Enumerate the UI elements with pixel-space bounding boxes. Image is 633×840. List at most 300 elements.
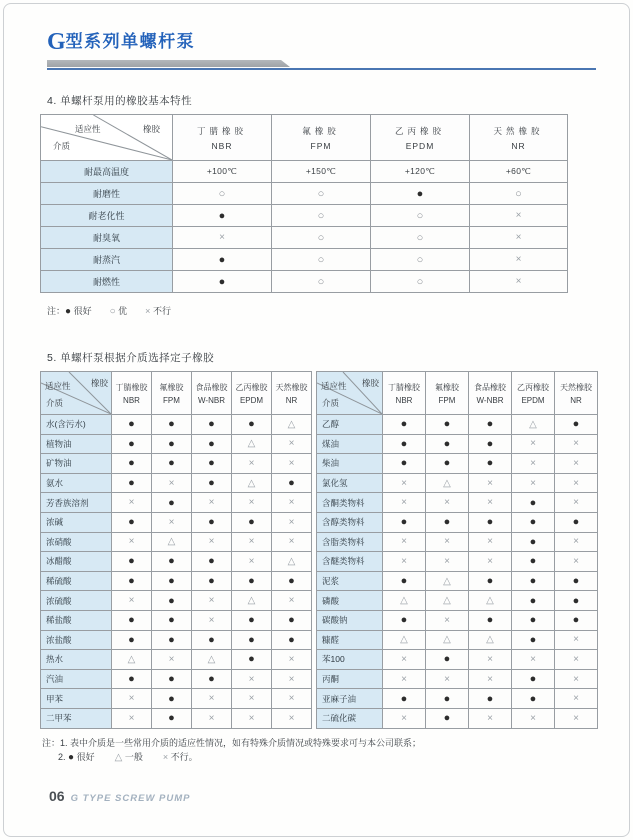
table2-notes [42, 737, 595, 766]
compatibility-cell: △ [192, 650, 232, 670]
table-row [41, 650, 312, 670]
compatibility-cell: ● [152, 493, 192, 513]
compatibility-cell: ● [272, 571, 312, 591]
compatibility-cell: ● [152, 689, 192, 709]
row-label: 糠醛 [317, 630, 383, 650]
compatibility-cell: ● [469, 454, 512, 474]
legend-good-symbol: ○ [109, 306, 116, 317]
compatibility-cell: ● [112, 669, 152, 689]
compatibility-cell: ● [469, 571, 512, 591]
compatibility-cell: × [232, 454, 272, 474]
compatibility-cell: △ [426, 473, 469, 493]
compatibility-cell: ● [383, 434, 426, 454]
rubber-code: EPDM [239, 395, 264, 405]
corner-label-medium: 介质 [322, 398, 340, 408]
legend-best-symbol: ● [65, 306, 72, 317]
row-label: 矿物油 [41, 454, 112, 474]
table-row [317, 552, 598, 572]
note2-bad-label: 不行。 [170, 752, 198, 763]
compatibility-cell: ● [512, 571, 555, 591]
table-row [317, 591, 598, 611]
compatibility-cell: ○ [272, 271, 371, 293]
compatibility-cell: ● [112, 454, 152, 474]
compatibility-cell: × [232, 532, 272, 552]
table-row [317, 610, 598, 630]
rubber-code: NR [285, 395, 298, 405]
compatibility-cell: +60℃ [470, 161, 568, 183]
compatibility-cell: × [232, 708, 272, 728]
rubber-name: 乙丙橡胶 [235, 382, 268, 392]
row-label: 亚麻子油 [317, 689, 383, 709]
compatibility-cell: × [426, 493, 469, 513]
compatibility-cell: ● [232, 610, 272, 630]
compatibility-cell: × [232, 493, 272, 513]
compatibility-cell: × [470, 205, 568, 227]
compatibility-cell: △ [426, 571, 469, 591]
compatibility-cell: ● [383, 610, 426, 630]
compatibility-cell: ● [152, 552, 192, 572]
compatibility-cell: × [555, 650, 598, 670]
compatibility-cell: × [512, 454, 555, 474]
compatibility-cell: × [469, 669, 512, 689]
note2-fair-symbol: △ [114, 752, 123, 764]
compatibility-cell: ● [152, 610, 192, 630]
corner-label-medium: 介质 [46, 398, 64, 408]
row-label: 耐燃性 [41, 271, 173, 293]
compatibility-cell: ● [112, 434, 152, 454]
compatibility-cell: ● [232, 630, 272, 650]
legend-best-label: 很好 [73, 306, 92, 316]
table-row [41, 610, 312, 630]
compatibility-cell: × [192, 689, 232, 709]
compatibility-cell: × [272, 650, 312, 670]
compatibility-cell: △ [112, 650, 152, 670]
stator-rubber-selection-table-left [40, 371, 312, 729]
diagonal-corner-cell [41, 115, 173, 161]
footer-brand-text: G TYPE SCREW PUMP [70, 792, 191, 804]
compatibility-cell: ● [232, 650, 272, 670]
compatibility-cell: ● [192, 630, 232, 650]
column-header [470, 115, 568, 161]
table-header-row [41, 372, 312, 415]
rubber-name: 氟橡胶 [302, 125, 340, 136]
legend-prefix: 注： [47, 306, 66, 316]
rubber-name: 食品橡胶 [195, 382, 228, 392]
compatibility-cell: ○ [371, 271, 470, 293]
compatibility-cell: × [383, 473, 426, 493]
table-row [317, 434, 598, 454]
note2-fair-label: 一般 [124, 752, 143, 763]
compatibility-cell: × [112, 493, 152, 513]
compatibility-cell: ● [426, 415, 469, 435]
row-label: 耐老化性 [41, 205, 173, 227]
compatibility-cell: ● [426, 708, 469, 728]
compatibility-cell: ● [272, 473, 312, 493]
row-label: 耐磨性 [41, 183, 173, 205]
rubber-code: NBR [395, 395, 413, 405]
row-label: 耐最高温度 [41, 161, 173, 183]
rubber-code: FPM [310, 140, 332, 151]
row-label: 甲苯 [41, 689, 112, 709]
compatibility-cell: × [512, 473, 555, 493]
column-header [469, 372, 512, 415]
compatibility-cell: ● [112, 571, 152, 591]
rubber-characteristics-table [40, 114, 568, 293]
compatibility-cell: ● [192, 415, 232, 435]
table-row [317, 454, 598, 474]
row-label: 煤油 [317, 434, 383, 454]
rubber-name: 丁腈橡胶 [115, 382, 148, 392]
compatibility-cell: △ [232, 473, 272, 493]
row-label: 含酮类物料 [317, 493, 383, 513]
compatibility-cell: ○ [371, 227, 470, 249]
compatibility-cell: × [272, 512, 312, 532]
compatibility-cell: ● [426, 689, 469, 709]
row-label: 泥浆 [317, 571, 383, 591]
row-label: 芳香族溶剂 [41, 493, 112, 513]
rubber-name: 氟橡胶 [159, 382, 184, 392]
compatibility-cell: ● [112, 610, 152, 630]
table-row [41, 591, 312, 611]
row-label: 氨水 [41, 473, 112, 493]
compatibility-cell: ● [112, 512, 152, 532]
rubber-name: 食品橡胶 [474, 382, 506, 392]
compatibility-cell: × [555, 532, 598, 552]
compatibility-cell: × [272, 708, 312, 728]
compatibility-cell: △ [426, 630, 469, 650]
compatibility-cell: ● [555, 610, 598, 630]
compatibility-cell: × [470, 249, 568, 271]
compatibility-cell: × [192, 610, 232, 630]
column-header [112, 372, 152, 415]
table-row [41, 473, 312, 493]
column-header [272, 372, 312, 415]
compatibility-cell: ● [512, 669, 555, 689]
row-label: 柴油 [317, 454, 383, 474]
table-row [317, 630, 598, 650]
compatibility-cell: ○ [470, 183, 568, 205]
compatibility-cell: × [426, 532, 469, 552]
compatibility-cell: × [272, 434, 312, 454]
compatibility-cell: ● [192, 571, 232, 591]
row-label: 苯100 [317, 650, 383, 670]
compatibility-cell: ● [512, 610, 555, 630]
rubber-name: 乙丙橡胶 [517, 382, 549, 392]
compatibility-cell: × [512, 650, 555, 670]
rubber-code: NR [570, 395, 582, 405]
compatibility-cell: ● [192, 454, 232, 474]
table-row [317, 571, 598, 591]
compatibility-cell: △ [152, 532, 192, 552]
compatibility-cell: × [152, 650, 192, 670]
row-label: 稀硫酸 [41, 571, 112, 591]
compatibility-cell: × [555, 669, 598, 689]
compatibility-cell: ● [469, 434, 512, 454]
compatibility-cell: ● [272, 610, 312, 630]
compatibility-cell: ● [173, 205, 272, 227]
compatibility-cell: ○ [371, 205, 470, 227]
compatibility-cell: ● [152, 415, 192, 435]
compatibility-cell: × [469, 708, 512, 728]
compatibility-cell: ● [272, 630, 312, 650]
compatibility-cell: ● [512, 689, 555, 709]
legend-bad-label: 不行 [152, 306, 171, 316]
compatibility-cell: × [470, 227, 568, 249]
compatibility-cell: ● [112, 630, 152, 650]
table-row [41, 532, 312, 552]
compatibility-cell: ● [383, 454, 426, 474]
compatibility-cell: ○ [173, 183, 272, 205]
compatibility-cell: ● [232, 512, 272, 532]
compatibility-cell: +120℃ [371, 161, 470, 183]
compatibility-cell: ○ [272, 249, 371, 271]
compatibility-cell: × [469, 532, 512, 552]
compatibility-cell: ● [512, 630, 555, 650]
compatibility-cell: ● [152, 669, 192, 689]
table-row [41, 434, 312, 454]
compatibility-cell: × [555, 552, 598, 572]
compatibility-cell: ● [192, 434, 232, 454]
table-row [41, 708, 312, 728]
row-label: 乙醇 [317, 415, 383, 435]
compatibility-cell: × [112, 708, 152, 728]
compatibility-cell: ● [426, 434, 469, 454]
corner-label-rubber: 橡胶 [361, 378, 379, 388]
compatibility-cell: ● [555, 571, 598, 591]
compatibility-cell: × [232, 552, 272, 572]
page-footer [49, 788, 595, 804]
compatibility-cell: × [469, 473, 512, 493]
table-row [317, 650, 598, 670]
compatibility-cell: × [192, 591, 232, 611]
row-label: 二硫化碳 [317, 708, 383, 728]
corner-label-suitability: 适应性 [75, 124, 101, 134]
column-header [512, 372, 555, 415]
compatibility-cell: ● [112, 473, 152, 493]
compatibility-cell: △ [272, 552, 312, 572]
table-row [317, 512, 598, 532]
rubber-code: W-NBR [198, 395, 225, 405]
row-label: 含醇类物料 [317, 512, 383, 532]
stator-rubber-selection-table-right [316, 371, 598, 729]
compatibility-cell: ● [152, 454, 192, 474]
rubber-code: FPM [163, 395, 180, 405]
divider-blue-line [47, 68, 596, 70]
section5-heading: 5. 单螺杆泵根据介质选择定子橡胶 [47, 352, 215, 364]
page-number: 06 [49, 787, 65, 804]
compatibility-cell: × [426, 669, 469, 689]
row-label: 浓硫酸 [41, 591, 112, 611]
compatibility-cell: ● [555, 415, 598, 435]
compatibility-cell: ● [383, 415, 426, 435]
compatibility-cell: △ [469, 591, 512, 611]
compatibility-cell: × [192, 532, 232, 552]
rubber-name: 天然橡胶 [493, 125, 544, 136]
row-label: 耐蒸汽 [41, 249, 173, 271]
compatibility-cell: ● [512, 552, 555, 572]
compatibility-cell: × [469, 493, 512, 513]
compatibility-cell: ● [112, 415, 152, 435]
rubber-code: FPM [438, 395, 456, 405]
rubber-code: NBR [123, 395, 140, 405]
corner-label-suitability: 适应性 [45, 381, 71, 391]
compatibility-cell: ● [426, 454, 469, 474]
compatibility-cell: ● [469, 610, 512, 630]
compatibility-cell: × [469, 650, 512, 670]
compatibility-cell: ● [112, 552, 152, 572]
row-label: 冰醋酸 [41, 552, 112, 572]
row-label: 含醚类物料 [317, 552, 383, 572]
compatibility-cell: +150℃ [272, 161, 371, 183]
table-row [41, 552, 312, 572]
compatibility-cell: × [512, 434, 555, 454]
table2-note-line1: 注：1. 表中介质是一些常用介质的适应性情况，如有特殊介质情况或特殊要求可与本公司联系； [42, 737, 422, 748]
rubber-name: 丁腈橡胶 [388, 382, 420, 392]
column-header [371, 115, 470, 161]
compatibility-cell: × [469, 552, 512, 572]
rubber-name: 乙丙橡胶 [394, 125, 445, 136]
table-row [317, 689, 598, 709]
row-label: 浓碱 [41, 512, 112, 532]
compatibility-cell: × [555, 493, 598, 513]
table-header-row [317, 372, 598, 415]
table-row [317, 532, 598, 552]
rubber-code: NR [511, 140, 526, 151]
corner-label-medium: 介质 [53, 141, 71, 151]
column-header [555, 372, 598, 415]
column-header [383, 372, 426, 415]
corner-label-suitability: 适应性 [321, 381, 347, 391]
diagonal-corner-cell [317, 372, 383, 415]
table-row [41, 630, 312, 650]
compatibility-cell: × [555, 473, 598, 493]
compatibility-cell: × [555, 689, 598, 709]
compatibility-cell: × [192, 708, 232, 728]
compatibility-cell: × [426, 610, 469, 630]
rubber-name: 天然橡胶 [560, 382, 592, 392]
note2-best-label: 很好 [76, 752, 95, 763]
note2-bad-symbol: × [162, 752, 169, 763]
column-header [426, 372, 469, 415]
table-row [41, 415, 312, 435]
section4-heading: 4. 单螺杆泵用的橡胶基本特性 [47, 95, 193, 107]
row-label: 植物油 [41, 434, 112, 454]
table-row [317, 669, 598, 689]
compatibility-cell: × [112, 689, 152, 709]
column-header [232, 372, 272, 415]
compatibility-cell: ● [232, 571, 272, 591]
compatibility-cell: × [272, 669, 312, 689]
compatibility-cell: ○ [272, 205, 371, 227]
row-label: 热水 [41, 650, 112, 670]
compatibility-cell: ● [512, 591, 555, 611]
compatibility-cell: ● [383, 689, 426, 709]
table-row [41, 205, 568, 227]
page-title [47, 30, 595, 54]
rubber-code: W-NBR [476, 395, 504, 405]
compatibility-cell: × [112, 532, 152, 552]
rubber-code: EPDM [521, 395, 545, 405]
compatibility-cell: × [383, 669, 426, 689]
compatibility-cell: △ [469, 630, 512, 650]
table-row [41, 454, 312, 474]
compatibility-cell: △ [426, 591, 469, 611]
table-row [41, 249, 568, 271]
compatibility-cell: ● [383, 512, 426, 532]
compatibility-cell: △ [383, 630, 426, 650]
table-row [41, 271, 568, 293]
compatibility-cell: × [512, 708, 555, 728]
table-row [41, 571, 312, 591]
compatibility-cell: ● [555, 591, 598, 611]
compatibility-cell: ● [512, 512, 555, 532]
compatibility-cell: ● [152, 591, 192, 611]
compatibility-cell: × [272, 591, 312, 611]
compatibility-cell: × [272, 493, 312, 513]
diagonal-corner-cell [41, 372, 112, 415]
compatibility-cell: ○ [371, 249, 470, 271]
compatibility-cell: ● [192, 512, 232, 532]
compatibility-cell: ● [192, 669, 232, 689]
row-label: 磷酸 [317, 591, 383, 611]
note2-prefix: 2. [58, 752, 66, 763]
compatibility-cell: ● [173, 249, 272, 271]
header-divider [47, 60, 595, 71]
corner-label-rubber: 橡胶 [142, 124, 160, 134]
compatibility-cell: ● [383, 571, 426, 591]
note2-best-symbol: ● [68, 752, 75, 764]
table-row [317, 708, 598, 728]
table-row [41, 161, 568, 183]
compatibility-cell: △ [232, 591, 272, 611]
compatibility-cell: △ [272, 415, 312, 435]
divider-gray-bar [47, 60, 290, 67]
row-label: 丙酮 [317, 669, 383, 689]
compatibility-cell: +100℃ [173, 161, 272, 183]
compatibility-cell: ● [152, 571, 192, 591]
compatibility-cell: × [470, 271, 568, 293]
table-header-row [41, 115, 568, 161]
compatibility-cell: × [383, 493, 426, 513]
compatibility-cell: ● [152, 630, 192, 650]
legend-bad-symbol: × [145, 306, 151, 316]
row-label: 碳酸钠 [317, 610, 383, 630]
compatibility-cell: × [152, 512, 192, 532]
compatibility-cell: × [232, 689, 272, 709]
compatibility-cell: × [192, 493, 232, 513]
compatibility-cell: ● [192, 473, 232, 493]
title-text: 型系列单螺杆泵 [65, 32, 196, 51]
compatibility-cell: ● [512, 493, 555, 513]
column-header [173, 115, 272, 161]
column-header [272, 115, 371, 161]
table-row [41, 689, 312, 709]
corner-label-rubber: 橡胶 [90, 378, 108, 388]
compatibility-cell: × [383, 650, 426, 670]
row-label: 浓盐酸 [41, 630, 112, 650]
diagonal-lines [41, 115, 172, 160]
compatibility-cell: ● [232, 415, 272, 435]
compatibility-cell: × [152, 473, 192, 493]
compatibility-cell: ● [152, 434, 192, 454]
compatibility-cell: ○ [272, 183, 371, 205]
table-row [41, 227, 568, 249]
compatibility-cell: ● [371, 183, 470, 205]
table-row [41, 183, 568, 205]
compatibility-cell: × [272, 454, 312, 474]
row-label: 稀盐酸 [41, 610, 112, 630]
table-row [317, 493, 598, 513]
